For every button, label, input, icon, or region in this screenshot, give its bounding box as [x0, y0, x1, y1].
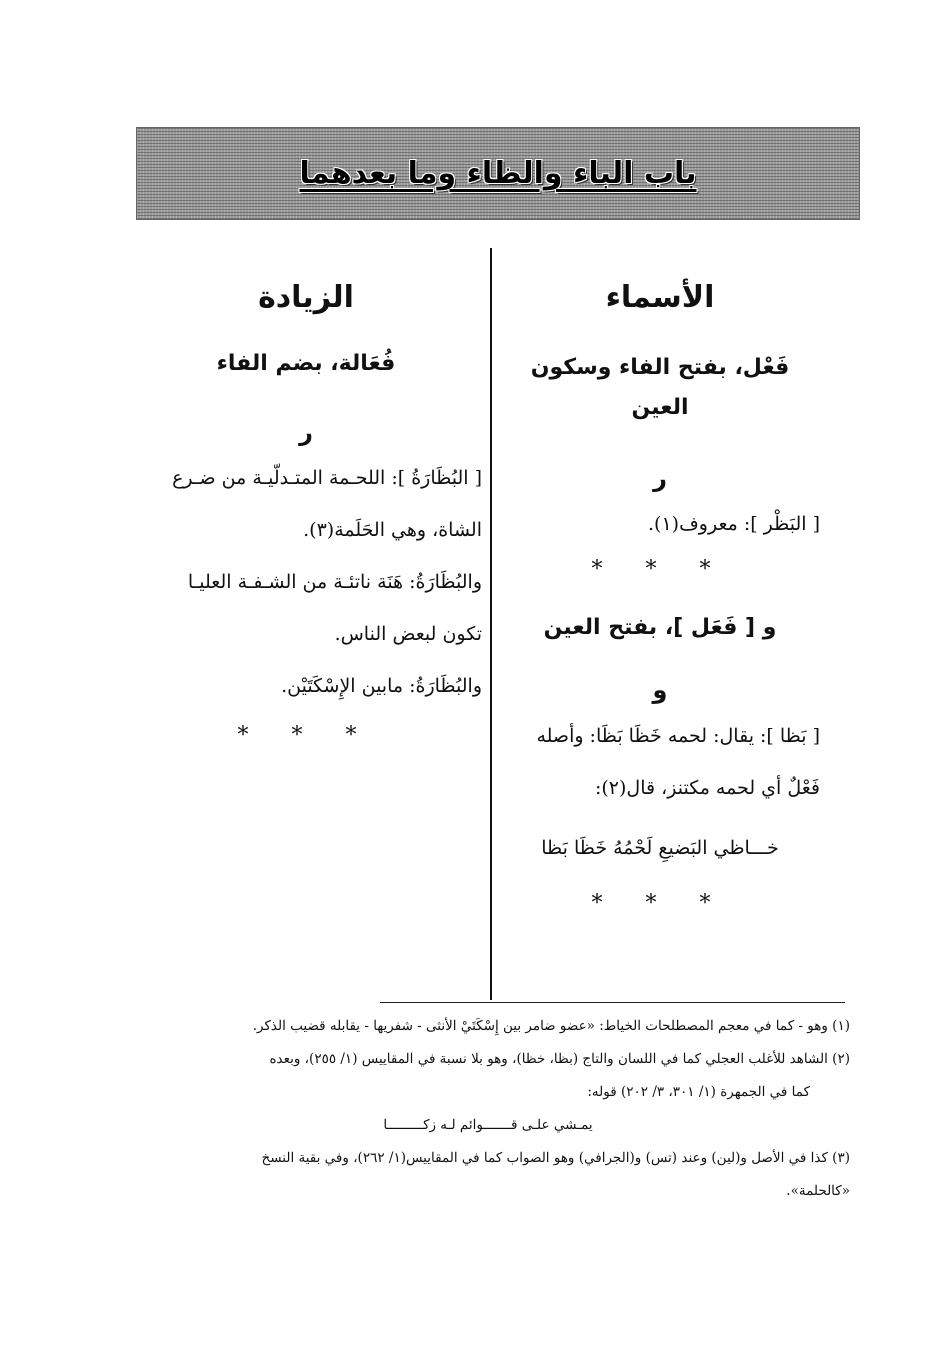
root-letter-waw: و	[652, 676, 668, 704]
entry-albazr: [ البَظْر ]: معروف(١).	[648, 513, 820, 535]
column-divider	[490, 248, 492, 1000]
root-letter-ra: ر	[653, 464, 667, 492]
root-letter-ra: ر	[299, 418, 313, 446]
chapter-banner	[136, 127, 860, 220]
entry-albuzara-1-line2: الشاة، وهي الحَلَمة(٣).	[303, 519, 482, 541]
pattern-heading-faal-open: و [ فَعَل ]، بفتح العين	[543, 615, 777, 640]
entry-baza-line1: [ بَظا ]: يقال: لحمه خَظَا بَظَا: وأصله	[536, 725, 820, 747]
footnotes	[126, 1010, 850, 1208]
separator-stars: * * *	[591, 891, 729, 916]
footnote-1: (١) وهو - كما في معجم المصطلحات الخياط: «عضو ضامر بين إِسْكَتَيْ الأنثى - شفريها - يقابله قضيب الذكر.	[252, 1018, 850, 1034]
footnote-3-line1: (٣) كذا في الأصل و(لين) وعند (تس) و(الجرافي) وهو الصواب كما في المقاييس(١/ ٢٦٢)، وفي بقية النسخ	[261, 1150, 850, 1166]
verse-line: خـــاظي البَضيعِ لَحْمُهُ خَظَا بَظا	[541, 837, 779, 859]
footnote-rule	[380, 1002, 845, 1003]
pattern-heading-fuaala: فُعَالة، بضم الفاء	[216, 351, 396, 376]
pattern-heading-faal: فَعْل، بفتح الفاء وسكون العين	[530, 355, 790, 420]
separator-stars: * * *	[591, 557, 729, 582]
chapter-title: باب الباء والظاء وما بعدهما	[299, 156, 697, 191]
footnote-2-line1: (٢) الشاهد للأغلب العجلي كما في اللسان والتاج (بظا، خظا)، وهو بلا نسبة في المقاييس (١/ ٢٥٥)، وبعده	[269, 1051, 850, 1067]
entry-albuzara-2-line1: والبُظَارَةُ: هَنَة ناتئـة من الشـفـة العليـا	[187, 571, 482, 593]
separator-stars: * * *	[237, 723, 375, 748]
section-heading-nouns: الأسماء	[605, 280, 715, 315]
right-column-nouns	[500, 270, 820, 924]
entry-albuzara-2-line2: تكون لبعض الناس.	[334, 623, 482, 645]
section-heading-additions: الزيادة	[258, 280, 354, 315]
entry-baza-line2: فَعْلٌ أي لحمه مكتنز، قال(٢):	[594, 777, 820, 799]
left-column-additions	[130, 270, 482, 756]
footnote-3-line2: «كالحلمة».	[786, 1183, 850, 1199]
footnote-2-verse: يمـشي علـى قـــــــوائم لـه زكـــــــــا	[383, 1117, 593, 1133]
entry-albuzara-3: والبُظَارَةُ: مابين الإِسْكَتَيْن.	[281, 675, 482, 697]
footnote-2-line2: كما في الجمهرة (١/ ٣٠١، ٣/ ٢٠٢) قوله:	[587, 1084, 810, 1100]
entry-albuzara-1-line1: [ البُظَارَةُ ]: اللحـمة المتـدلّيـة من ضـرع	[172, 467, 482, 489]
